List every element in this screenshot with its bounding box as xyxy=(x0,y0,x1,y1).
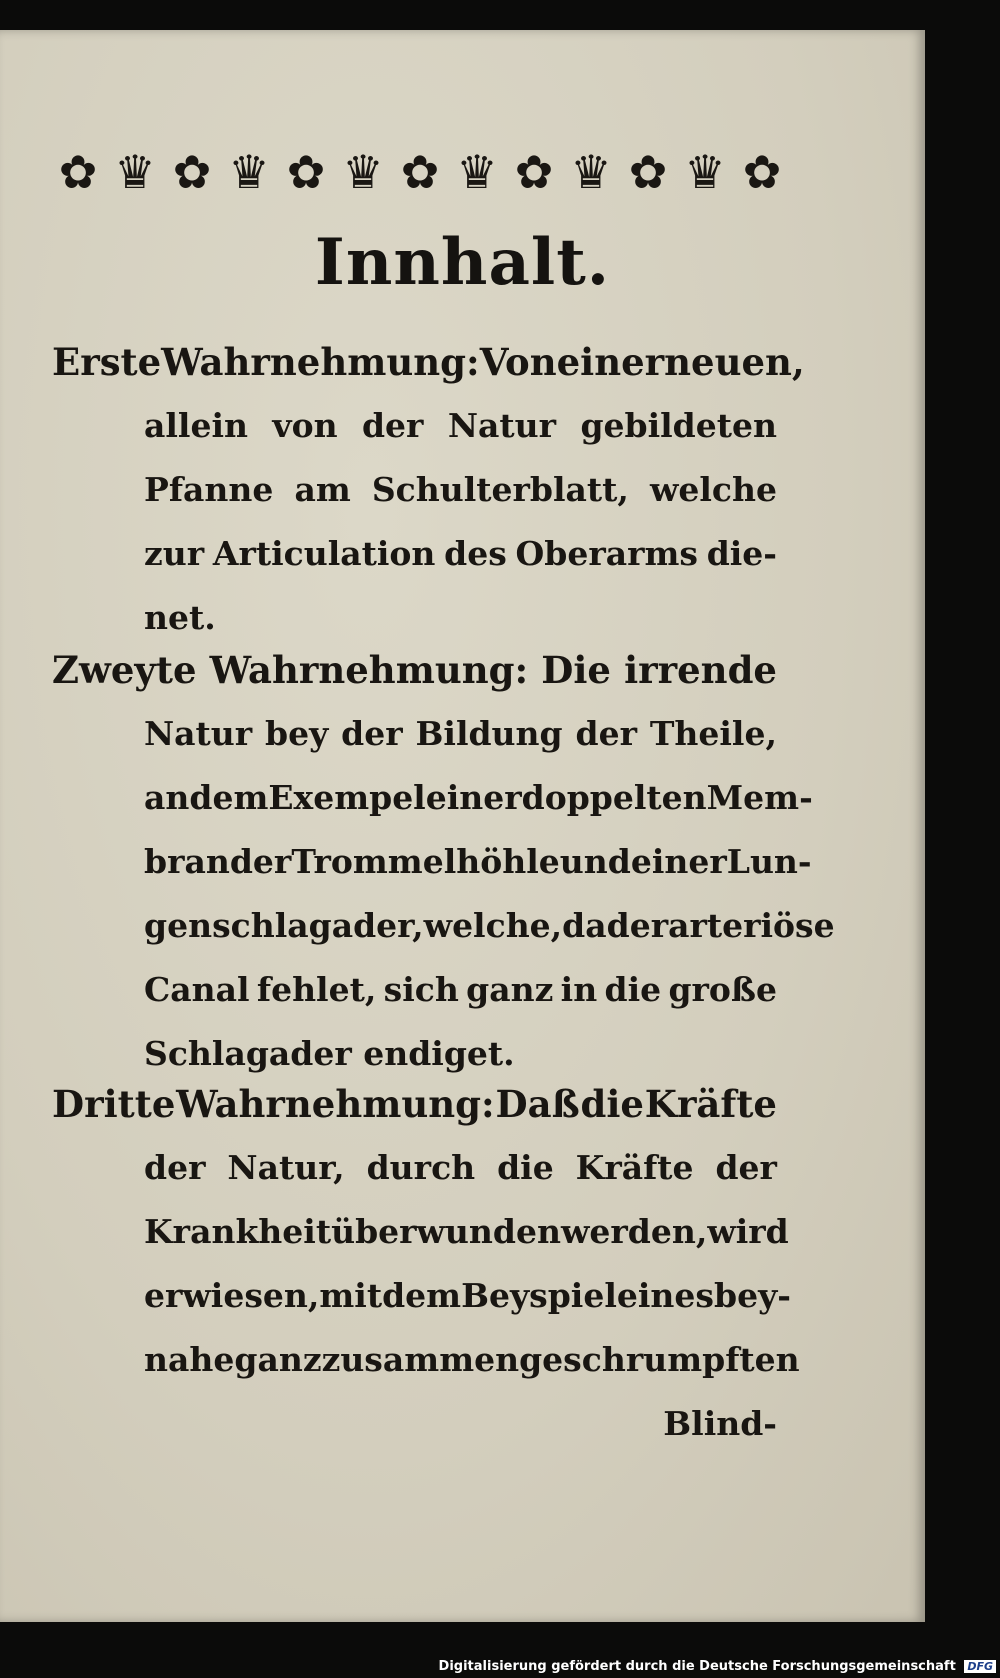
crown-ornament-icon: ♛ xyxy=(570,145,612,199)
digitization-credit xyxy=(0,1659,996,1674)
entry-text-line: allein von der Natur gebildeten xyxy=(144,406,777,445)
entry-text-line: net. xyxy=(144,598,216,637)
entry-text-line: genschlagader, welche, da der arteriöse xyxy=(144,906,835,945)
entry-text-line: an dem Exempel einer doppelten Mem- xyxy=(144,778,813,817)
crown-ornament-icon: ♛ xyxy=(342,145,384,199)
flower-ornament-icon: ✿ xyxy=(58,145,98,199)
entry-text-line: Krankheit überwunden werden, wird xyxy=(144,1212,789,1251)
toc-entry-third xyxy=(52,1072,800,1456)
toc-entry-second xyxy=(52,638,835,1086)
decorative-ornament-row xyxy=(50,142,790,202)
toc-entry-first xyxy=(52,330,805,650)
entry-text-line: zur Articulation des Oberarms die- xyxy=(144,534,777,573)
flower-ornament-icon: ✿ xyxy=(628,145,668,199)
catchword: Blind- xyxy=(663,1404,777,1443)
flower-ornament-icon: ✿ xyxy=(514,145,554,199)
entry-text-line: Schlagader endiget. xyxy=(144,1034,515,1073)
dfg-logo: DFG xyxy=(964,1660,996,1673)
credit-text: Digitalisierung gefördert durch die Deutsche Forschungsgemeinschaft xyxy=(438,1659,956,1674)
entry-text-line: erwiesen, mit dem Beyspiel eines bey- xyxy=(144,1276,791,1315)
crown-ornament-icon: ♛ xyxy=(228,145,270,199)
flower-ornament-icon: ✿ xyxy=(172,145,212,199)
entry-text-line: der Natur, durch die Kräfte der xyxy=(144,1148,777,1187)
flower-ornament-icon: ✿ xyxy=(742,145,782,199)
entry-text-line: Natur bey der Bildung der Theile, xyxy=(144,714,777,753)
crown-ornament-icon: ♛ xyxy=(114,145,156,199)
crown-ornament-icon: ♛ xyxy=(684,145,726,199)
entry-heading-line: Dritte Wahrnehmung: Daß die Kräfte xyxy=(52,1082,777,1126)
entry-heading-line: Zweyte Wahrnehmung: Die irrende xyxy=(52,648,777,692)
book-page xyxy=(0,30,925,1622)
flower-ornament-icon: ✿ xyxy=(286,145,326,199)
entry-text-line: Pfanne am Schulterblatt, welche xyxy=(144,470,777,509)
crown-ornament-icon: ♛ xyxy=(456,145,498,199)
entry-heading-line: Erste Wahrnehmung: Von einer neuen, xyxy=(52,340,805,384)
entry-text-line: nahe ganz zusammengeschrumpften xyxy=(144,1340,800,1379)
entry-text-line: bran der Trommelhöhle und einer Lun- xyxy=(144,842,812,881)
entry-text-line: Canal fehlet, sich ganz in die große xyxy=(144,970,777,1009)
page-title: Innhalt. xyxy=(314,225,611,300)
flower-ornament-icon: ✿ xyxy=(400,145,440,199)
